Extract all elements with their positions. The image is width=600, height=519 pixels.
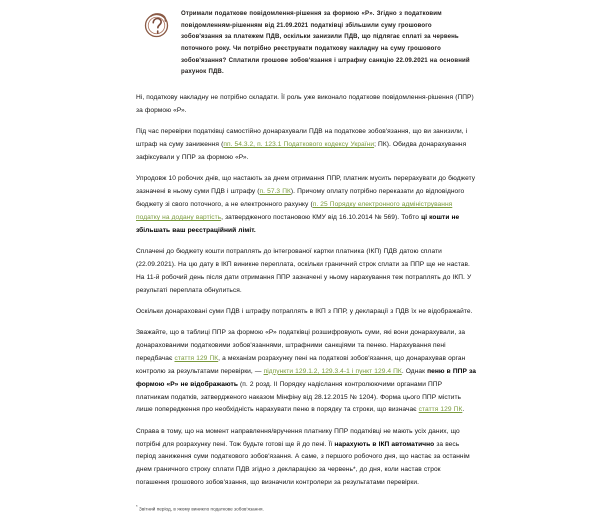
text-run: Під час перевірки податківці самостійно донарахували ПДВ на податкове зобов'язання, що ви занизили, і штраф на суму заниження ( [136, 128, 468, 149]
text-run: Справа в тому, що на момент направлення/вручення платнику ППР податківці не мають усіх даних, що потрібні для розрахунку пені. Тож будьте готові ще й до пені. Її [136, 427, 460, 448]
reference-link[interactable]: п. 25 Порядку електронного адміністрування податку на додану вартість [136, 201, 453, 221]
question-mark-icon [141, 9, 172, 40]
reference-link[interactable]: п. 57.3 ПК [259, 188, 291, 196]
text-run: Сплачені до бюджету кошти потраплять до інтегрованої картки платника (ІКП) ПДВ датою сплати (22.09.2021). На цю дату в ІКП виникне переплата, оскільки граничний строк сплати за ППР ще не настав. На 11-й робочий день після дати отримання ППР зазначені у ньому нарахування теж потраплять до ІКП. У результаті переплата обнулиться. [136, 248, 472, 294]
text-run: , а механізм розрахунку пені на податкові зобов'язання, що донарахував орган контролю за результатами перевірки, — [136, 354, 466, 375]
text-run: Оскільки донараховані суми ПДВ і штрафу потраплять в ІКП з ППР, у декларації з ПДВ їх не відображайте. [136, 307, 473, 315]
reference-link[interactable]: стаття 129 ПК [418, 406, 463, 414]
text-run: Упродовж 10 робочих днів, що настають за днем отримання ППР, платник мусить перерахувати до бюджету зазначені в ньому суми ПДВ і штрафу ( [136, 175, 476, 196]
question-text: Отримали податкове повідомлення-рішення за формою «Р». Згідно з податковим повідомленням-рішенням від 21.09.2021 податківці збільшили суму грошового зобов'язання за платежем ПДВ, оскільки занизили ПДВ, що підлягає сплаті за червень поточного року. Чи потрібно реєструвати податкову накладну на суму грошового зобов'язання? Сплатили грошове зобов'язання і штрафну санкцію 22.09.2021 на основний рахунок ПДВ. [181, 10, 470, 76]
reference-link[interactable]: пп. 54.3.2, п. 123.1 Податкового кодексу України [223, 141, 375, 149]
footnote-text: Звітний період, в якому виникло податкове зобов'язання. [137, 506, 264, 512]
emphasis-text: ці кошти не збільшать ваш реєстраційний ліміт. [136, 213, 460, 234]
footnote [0, 490, 600, 513]
paragraph [136, 246, 476, 297]
question-block [0, 0, 600, 78]
paragraph [136, 92, 476, 118]
text-run: ; ПК). Обидва донарахування зафіксували у ППР за формою «Р». [136, 141, 467, 161]
paragraph [136, 173, 476, 237]
text-run: Ні, податкову накладну не потрібно складати. Її роль уже виконало податкове повідомлення-рішення (ППР) за формою «Р». [136, 94, 474, 114]
emphasis-text: нарахують в ІКП автоматично [334, 440, 435, 448]
footnote-marker: * [136, 503, 138, 509]
text-run: за весь період заниження суми податкового зобов'язання. А саме, з першого робочого дня, що настає за останнім днем граничного строку сплати ПДВ згідно з декларацією за червень*, до дня, коли настав строк погашення грошового зобов'язання, що визначили контролери за результатами перевірки. [136, 440, 470, 487]
text-run: Зважайте, що в таблиці ППР за формою «Р» податківці розшифровують суми, які вони донарахували, за донарахованими податковими зобов'язаннями, штрафними санкціями та пенею. Нарахування пені передбачає [136, 329, 466, 362]
paragraph [136, 306, 476, 319]
reference-link[interactable]: стаття 129 ПК [174, 354, 219, 362]
paragraph [136, 426, 476, 490]
text-run: . Однак [401, 367, 428, 375]
reference-link[interactable]: підпункти 129.1.2, 129.3.4-1 і пункт 129.4 ПК [263, 367, 402, 375]
text-run: . [462, 406, 465, 414]
emphasis-text: пеню в ППР за формою «Р» не відображають [136, 367, 476, 388]
answer-body [0, 78, 600, 490]
text-run: , затвердженого постановою КМУ від 16.10.2014 № 569). Тобто [221, 213, 422, 221]
paragraph [136, 126, 476, 165]
text-run: (п. 2 розд. ІІ Порядку надіслання контролюючими органами ППР платникам податків, затвердженого наказом Мінфіну від 28.12.2015 № 1204). Форма цього ППР містить лише попередження про необхідність нарахувати пеню в порядку та строки, що визначає [136, 380, 462, 414]
text-run: ). Причому оплату потрібно переказати до відповідного бюджету зі свого поточного, а не електронного рахунку ( [136, 188, 465, 209]
paragraph [136, 327, 476, 417]
